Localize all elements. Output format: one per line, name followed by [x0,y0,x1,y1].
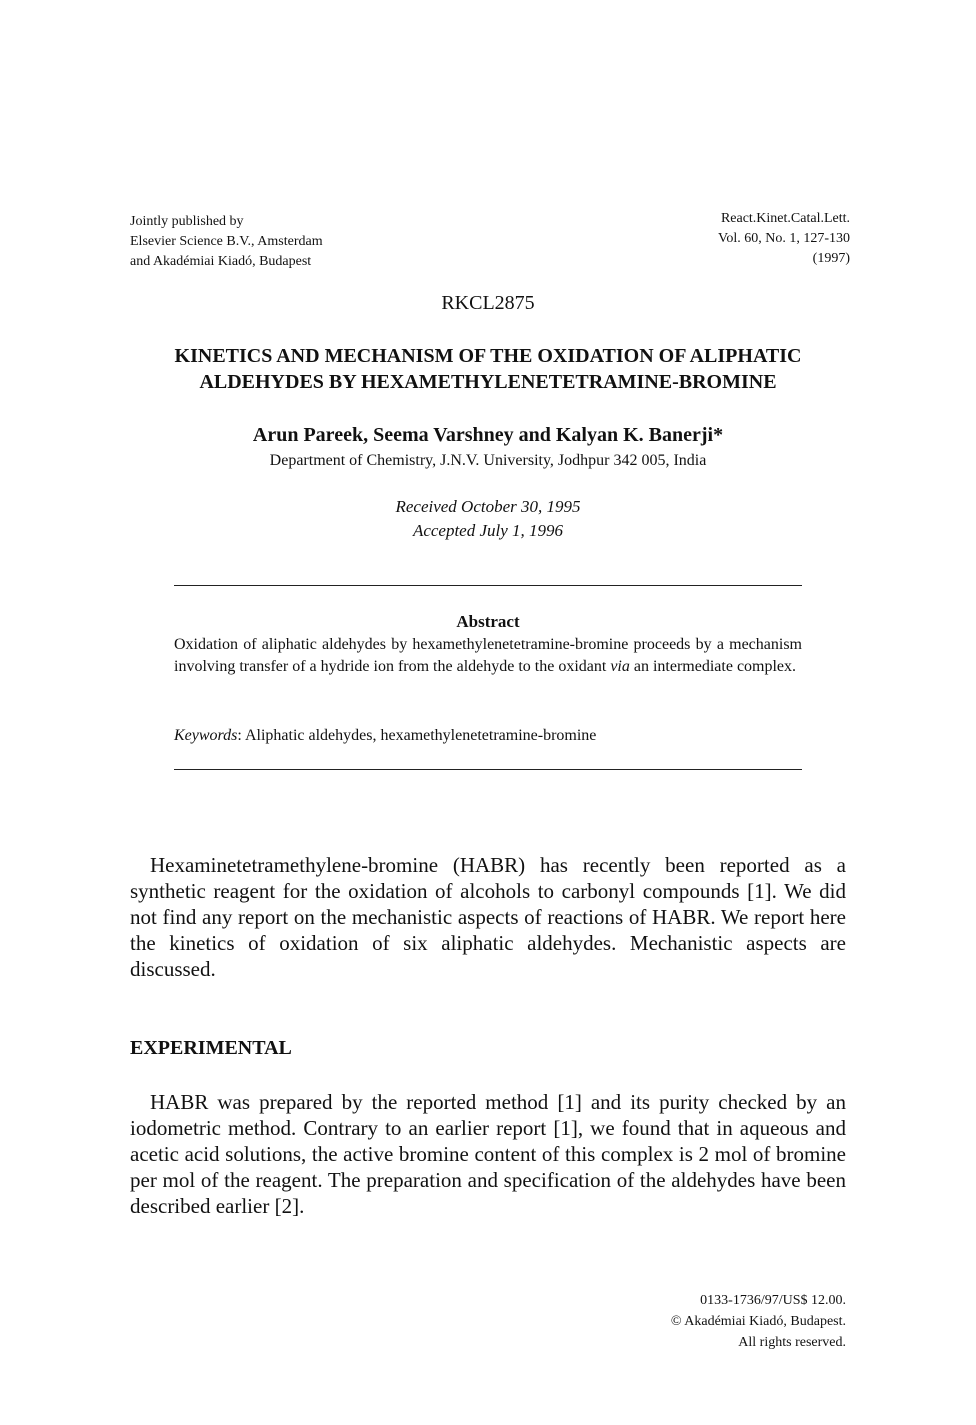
publisher-line-2: Elsevier Science B.V., Amsterdam [130,234,323,249]
footer-price: 0133-1736/97/US$ 12.00. [700,1293,846,1308]
section-heading-experimental: EXPERIMENTAL [130,1037,292,1059]
abstract-text [174,634,802,678]
article-title [0,343,976,395]
authors: Arun Pareek, Seema Varshney and Kalyan K. Banerji* [252,424,724,446]
publisher-line-3: and Akadémiai Kiadó, Budapest [130,254,312,269]
experimental-paragraph: HABR was prepared by the reported method [1] and its purity checked by an iodometric method. Contrary to an earlier report [1], we found that in aqueous and acetic acid solutions, the active bromine content of this complex is 2 mol of bromine per mol of the reagent. The preparation and specification of the aldehydes have been described earlier [2]. [130,1090,846,1218]
publisher-line-1: Jointly published by [130,214,244,229]
bottom-divider [174,769,802,770]
publisher-info [130,212,323,272]
journal-year: (1997) [812,251,850,266]
abstract-heading: Abstract [456,612,520,631]
journal-volume: Vol. 60, No. 1, 127-130 [718,231,850,246]
footer-rights: All rights reserved. [738,1335,846,1350]
title-line-1: KINETICS AND MECHANISM OF THE OXIDATION OF ALIPHATIC [174,345,802,367]
dates [0,495,976,543]
received-date: Received October 30, 1995 [395,497,581,516]
journal-info [640,209,850,269]
abstract-italic-word: via [610,658,630,675]
top-divider [174,585,802,586]
journal-name: React.Kinet.Catal.Lett. [720,211,850,226]
keywords-label: Keywords [174,727,238,744]
accepted-date: Accepted July 1, 1996 [412,521,564,540]
affiliation: Department of Chemistry, J.N.V. University, Jodhpur 342 005, India [269,452,707,469]
footer-copyright: © Akadémiai Kiadó, Budapest. [670,1314,846,1329]
keywords-text: : Aliphatic aldehydes, hexamethylenetetramine-bromine [237,727,597,744]
abstract-text-part-1: Oxidation of aliphatic aldehydes by hexamethylenetetramine-bromine proceeds by a mechanism involving transfer of a hydride ion from the aldehyde to the oxidant [174,636,802,675]
keywords [174,727,802,745]
abstract-text-part-2: an intermediate complex. [629,658,797,675]
intro-paragraph: Hexaminetetramethylene-bromine (HABR) has recently been reported as a synthetic reagent for the oxidation of alcohols to carbonyl compounds [1]. We did not find any report on the mechanistic aspects of reactions of HABR. We report here the kinetics of oxidation of six aliphatic aldehydes. Mechanistic aspects are discussed. [130,853,846,981]
copyright-footer [600,1290,846,1353]
article-code: RKCL2875 [441,292,535,314]
title-line-2: ALDEHYDES BY HEXAMETHYLENETETRAMINE-BROMINE [199,371,777,393]
